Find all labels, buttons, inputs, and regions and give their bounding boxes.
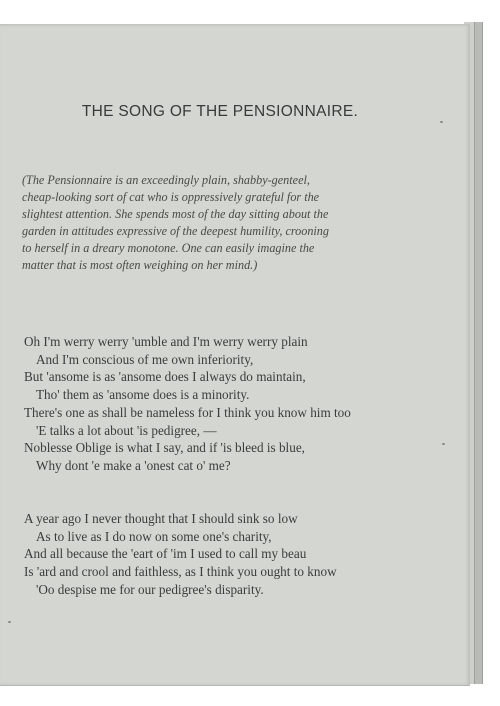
verse-line: And all because the 'eart of 'im I used to call my beau (24, 546, 307, 562)
stanza-1 (24, 333, 464, 475)
paper-speck (8, 621, 11, 623)
intro-line: matter that is most often weighing on her mind.) (22, 257, 258, 272)
intro-line: (The Pensionnaire is an exceedingly plain, shabby-genteel, (22, 173, 310, 187)
paper-speck (440, 121, 443, 123)
verse-line: As to live as I do now on some one's charity, (36, 528, 272, 544)
verse-line: Tho' them as 'ansome does is a minority. (36, 387, 250, 403)
page-title: THE SONG OF THE PENSIONNAIRE. (81, 103, 359, 120)
verse-line: Why dont 'e make a 'onest cat o' me? (36, 457, 231, 473)
verse-line: 'Oo despise me for our pedigree's disparity. (36, 581, 264, 597)
verse-line: There's one as shall be nameless for I think you know him too (24, 404, 351, 420)
intro-paragraph (22, 172, 394, 273)
intro-line: garden in attitudes expressive of the deepest humility, crooning (22, 223, 329, 238)
paper-speck (442, 443, 445, 445)
verse-line: And I'm conscious of me own inferiority, (36, 351, 254, 367)
intro-line: cheap-looking sort of cat who is oppressively grateful for the (22, 189, 320, 204)
intro-line: slightest attention. She spends most of the day sitting about the (22, 206, 329, 221)
intro-line: to herself in a dreary monotone. One can easily imagine the (22, 240, 315, 255)
verse-line: A year ago I never thought that I should sink so low (24, 511, 298, 526)
verse-line: Noblesse Oblige is what I say, and if 'is bleed is blue, (24, 440, 305, 456)
verse-line: Is 'ard and crool and faithless, as I think you ought to know (24, 564, 337, 580)
verse-line: Oh I'm werry werry 'umble and I'm werry werry plain (24, 334, 308, 349)
verse-line: But 'ansome is as 'ansome does I always do maintain, (24, 369, 306, 385)
stanza-2 (24, 510, 464, 599)
book-page (0, 24, 470, 686)
verse-line: 'E talks a lot about 'is pedigree, — (36, 422, 217, 438)
